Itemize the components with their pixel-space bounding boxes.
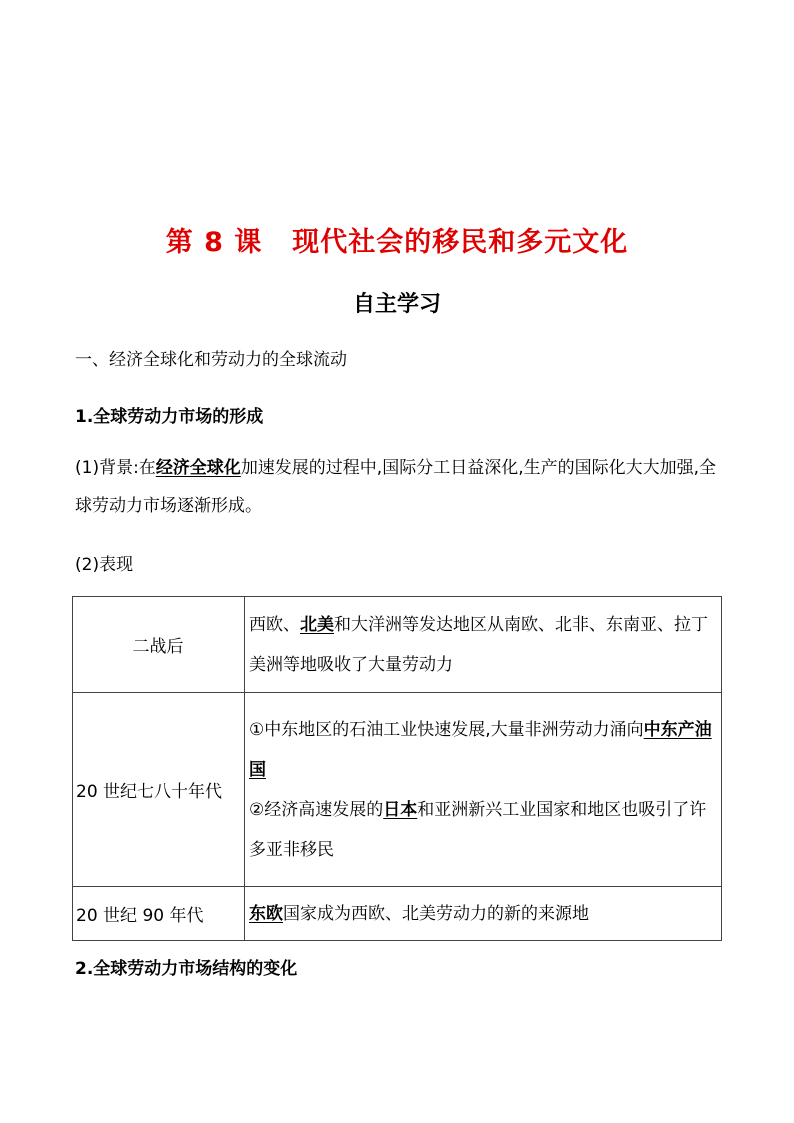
lesson-number: 第 8 课 bbox=[165, 227, 263, 258]
row2-item-2-text-before: ②经济高速发展的 bbox=[249, 799, 384, 820]
row2-item-1 bbox=[249, 710, 717, 790]
row2-item-1-text: ①中东地区的石油工业快速发展,大量非洲劳动力涌向 bbox=[249, 719, 644, 740]
keyword-north-america: 北美 bbox=[300, 614, 334, 635]
period-cell: 20 世纪 90 年代 bbox=[73, 887, 245, 941]
row3-text-after: 国家成为西欧、北美劳动力的新的来源地 bbox=[283, 903, 589, 924]
period-cell: 二战后 bbox=[73, 597, 245, 693]
subheading-labor-market-formation: 1.全球劳动力市场的形成 bbox=[75, 407, 264, 427]
keyword-middle-east-oil-countries: 中东产油国 bbox=[249, 719, 712, 780]
background-paragraph bbox=[75, 449, 725, 525]
lesson-name: 现代社会的移民和多元文化 bbox=[292, 227, 629, 258]
keyword-japan: 日本 bbox=[383, 799, 418, 820]
row1-text-before: 西欧、 bbox=[249, 614, 300, 635]
period-cell: 20 世纪七八十年代 bbox=[73, 693, 245, 887]
performance-table bbox=[72, 596, 722, 941]
description-cell bbox=[245, 597, 722, 693]
section-heading: 自主学习 bbox=[352, 292, 441, 317]
subheading-labor-market-structure: 2.全球劳动力市场结构的变化 bbox=[75, 959, 298, 979]
lesson-title bbox=[0, 220, 794, 259]
description-cell bbox=[245, 693, 722, 887]
table-row bbox=[73, 597, 722, 693]
keyword-economic-globalization: 经济全球化 bbox=[155, 458, 241, 478]
row2-item-2 bbox=[249, 790, 717, 870]
row1-text-after: 和大洋洲等发达地区从南欧、北非、东南亚、拉丁美洲等地吸收了大量劳动力 bbox=[249, 614, 708, 675]
table-row bbox=[73, 693, 722, 887]
description-cell bbox=[245, 887, 722, 941]
background-prefix: (1)背景:在 bbox=[75, 458, 156, 478]
performance-label: (2)表现 bbox=[75, 555, 134, 575]
keyword-eastern-europe: 东欧 bbox=[249, 903, 283, 924]
table-row bbox=[73, 887, 722, 941]
background-rest: 加速发展的过程中,国际分工日益深化,生产的国际化大大加强,全球劳动力市场逐渐形成。 bbox=[75, 458, 717, 516]
row2-item-2-text-after: 和亚洲新兴工业国家和地区也吸引了许多亚非移民 bbox=[249, 799, 707, 860]
outline-heading: 一、经济全球化和劳动力的全球流动 bbox=[75, 350, 347, 370]
